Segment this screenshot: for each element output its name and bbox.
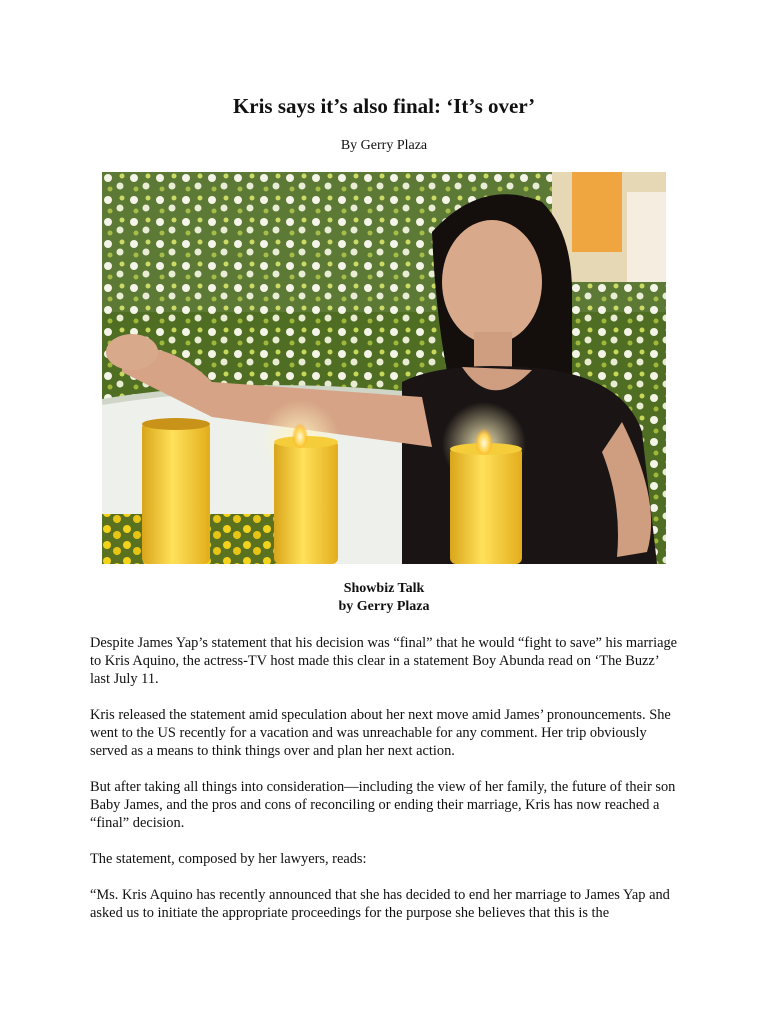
photo-caption [0,580,768,616]
caption-author: by Gerry Plaza [338,599,430,614]
article-byline: By Gerry Plaza [340,138,428,153]
caption-column-name: Showbiz Talk [343,581,425,596]
candle-right [442,402,526,564]
article-title: Kris says it’s also final: ‘It’s over’ [232,94,536,118]
paragraph: Kris released the statement amid speculation about her next move amid James’ pronouncements. She went to the US recently for a vacation and was unreachable for any comment. Her trip obviously served as a means to think things over and plan her next action. [90,707,671,759]
article-photo [102,172,666,564]
paragraph: Despite James Yap’s statement that his decision was “final” that he would “fight to save” his marriage to Kris Aquino, the actress-TV host made this clear in a statement Boy Abunda read on ‘The Buzz’ last July 11. [90,635,678,687]
paragraph: The statement, composed by her lawyers, reads: [90,851,367,867]
paragraph: But after taking all things into consideration—including the view of her family, the future of their son Baby James, and the pros and cons of reconciling or ending their marriage, Kris has now reached a “final” decision. [90,779,676,831]
photo-illustration [102,172,666,564]
article-body [90,634,680,940]
candle-left [142,418,210,564]
paragraph: “Ms. Kris Aquino has recently announced that she has decided to end her marriage to James Yap and asked us to initiate the appropriate proceedings for the purpose she believes that this is the [90,887,670,921]
